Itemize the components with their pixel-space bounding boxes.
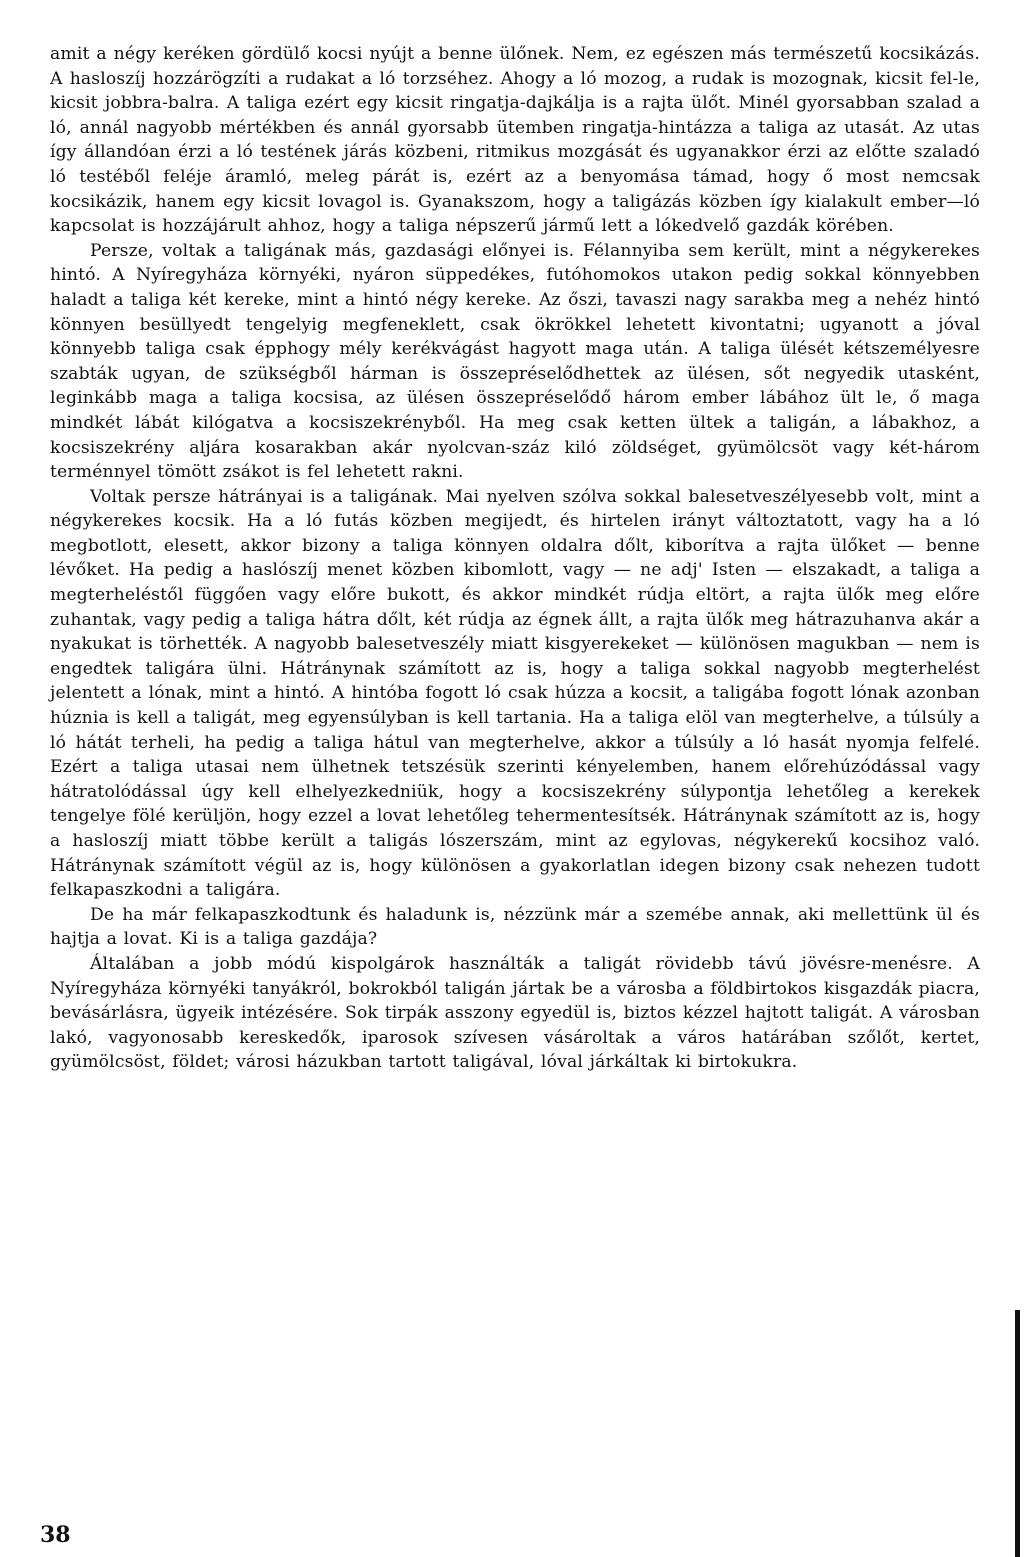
paragraph: Általában a jobb módú kispolgárok használták a taligát rövidebb távú jövésre-menésre. A Nyíregyháza környéki tanyákról, bokrokból taligán jártak be a városba a földbirtokos kisgazdák piacra, bevásárlásra, ügyeik intézésére. Sok tirpák asszony egyedül is, biztos kézzel hajtott taligát. A városban lakó, vagyonosabb kereskedők, iparosok szívesen vásároltak a város határában szőlőt, kertet, gyümölcsöst, földet; városi házukban tartott taligával, lóval járkáltak ki birtokukra. bbox=[50, 953, 980, 1073]
body-text bbox=[50, 42, 980, 1075]
paragraph-continued: amit a négy keréken gördülő kocsi nyújt a benne ülőnek. Nem, ez egészen más természetű kocsikázás. A hasloszíj hozzárögzíti a rudakat a ló torzséhez. Ahogy a ló mozog, a rudak is mozognak, kicsit fel-le, kicsit jobbra-balra. A taliga ezért egy kicsit ringatja-dajkálja is a rajta ülőt. Minél gyorsabban szalad a ló, annál nagyobb mértékben és annál gyorsabb ütemben ringatja-hintázza a taliga az utasát. Az utas így állandóan érzi a ló testének járás közbeni, ritmikus mozgását és ugyanakkor érzi az előtte szaladó ló testéből feléje áramló, meleg párát is, ezért az a benyomása támad, hogy ő most nemcsak kocsikázik, hanem egy kicsit lovagol is. Gyanakszom, hogy a taligázás közben így kialakult ember—ló kapcsolat is hozzájárult ahhoz, hogy a taliga népszerű jármű lett a lókedvelő gazdák körében. bbox=[50, 44, 980, 237]
paragraph: Persze, voltak a taligának más, gazdasági előnyei is. Félannyiba sem került, mint a négykerekes hintó. A Nyíregyháza környéki, nyáron süppedékes, futóhomokos utakon pedig sokkal könnyebben haladt a taliga két kereke, mint a hintó négy kereke. Az őszi, tavaszi nagy sarakba meg a nehéz hintó könnyen besüllyedt tengelyig megfeneklett, csak ökrökkel lehetett kivontatni; ugyanott a jóval könnyebb taliga csak épphogy mély kerékvágást hagyott maga után. A taliga ülését kétszemélyesre szabták ugyan, de szükségből hárman is összepréselődhettek az ülésen, sőt negyedik utasként, leginkább maga a taliga kocsisa, az ülésen összepréselődő három ember lábához ült le, ő maga mindkét lábát kilógatva a kocsiszekrényből. Ha meg csak ketten ültek a taligán, a lábakhoz, a kocsiszekrény aljára kosarakban akár nyolcvan-száz kiló zöldséget, gyümölcsöt vagy két-három terménnyel tömött zsákot is fel lehetett rakni. bbox=[50, 240, 980, 483]
paragraph: De ha már felkapaszkodtunk és haladunk is, nézzünk már a szemébe annak, aki mellettünk ül és hajtja a lovat. Ki is a taliga gazdája? bbox=[50, 904, 980, 950]
paragraph: Voltak persze hátrányai is a taligának. Mai nyelven szólva sokkal balesetveszélyesebb volt, mint a négykerekes kocsik. Ha a ló futás közben megijedt, és hirtelen irányt változtatott, vagy ha a ló megbotlott, elesett, akkor bizony a taliga könnyen oldalra dőlt, kiborítva a rajta ülőket — benne lévőket. Ha pedig a haslószíj menet közben kibomlott, vagy — ne adj' Isten — elszakadt, a taliga a megterheléstől függően vagy előre bukott, és akkor mindkét rúdja eltört, a rajta ülők meg előre zuhantak, vagy pedig a taliga hátra dőlt, két rúdja az égnek állt, a rajta ülők meg hátrazuhanva akár a nyakukat is törhették. A nagyobb balesetveszély miatt kisgyerekeket — különösen magukban — nem is engedtek taligára ülni. Hátránynak számított az is, hogy a taliga sokkal nagyobb megterhelést jelentett a lónak, mint a hintó. A hintóba fogott ló csak húzza a kocsit, a taligába fogott lónak azonban húznia is kell a taligát, meg egyensúlyban is kell tartania. Ha a taliga elöl van megterhelve, a túlsúly a ló hátát terheli, ha pedig a taliga hátul van megterhelve, akkor a túlsúly a ló hasát nyomja felfelé. Ezért a taliga utasai nem ülhetnek tetszésük szerinti kényelemben, hanem előrehúzódással vagy hátratolódással úgy kell elhelyezkedniük, hogy a kocsiszekrény súlypontja lehetőleg a kerekek tengelye fölé kerüljön, hogy ezzel a lovat lehetőleg tehermentesítsék. Hátránynak számított az is, hogy a hasloszíj miatt többe került a taligás lószerszám, mint az egylovas, négykerekű kocsihoz való. Hátránynak számított végül az is, hogy különösen a gyakorlatlan idegen bizony csak nehezen tudott felkapaszkodni a taligára. bbox=[50, 486, 980, 901]
page-number: 38 bbox=[40, 1522, 71, 1548]
scan-edge-mark bbox=[1015, 1310, 1020, 1557]
